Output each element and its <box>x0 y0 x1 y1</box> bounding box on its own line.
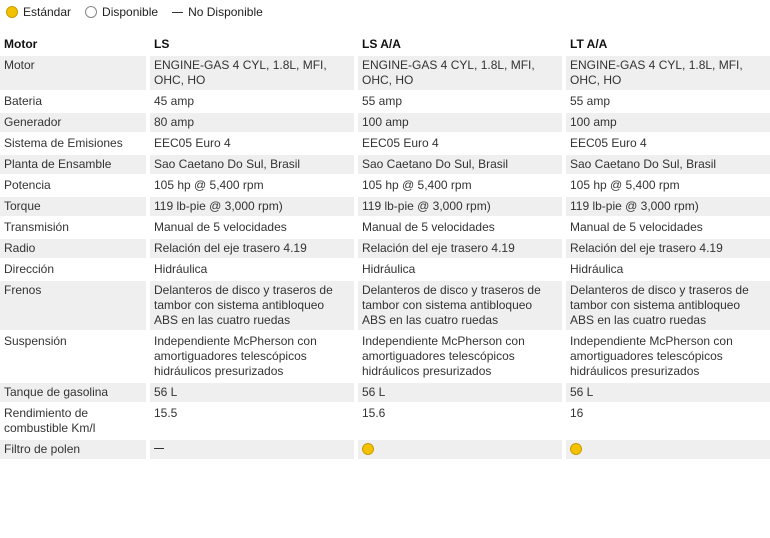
table-row <box>0 90 770 111</box>
header-motor: Motor <box>0 34 146 54</box>
not-available-dash-icon <box>172 12 183 13</box>
available-circle-icon <box>85 6 97 18</box>
header-lt-aa: LT A/A <box>562 34 770 54</box>
cell-value: 56 L <box>146 381 354 402</box>
standard-dot-icon <box>570 443 582 455</box>
table-row <box>0 330 770 381</box>
row-label: Potencia <box>0 174 146 195</box>
cell-value: 119 lb-pie @ 3,000 rpm) <box>562 195 770 216</box>
availability-legend <box>6 4 277 20</box>
table-row <box>0 111 770 132</box>
row-label: Bateria <box>0 90 146 111</box>
legend-not-available <box>172 5 263 19</box>
row-label: Planta de Ensamble <box>0 153 146 174</box>
cell-availability <box>146 438 354 459</box>
cell-value: EEC05 Euro 4 <box>146 132 354 153</box>
cell-value: Independiente McPherson con amortiguadores telescópicos hidráulicos presurizados <box>146 330 354 381</box>
legend-standard-label: Estándar <box>23 5 72 19</box>
cell-value: Hidráulica <box>146 258 354 279</box>
cell-value: 55 amp <box>562 90 770 111</box>
row-label: Radio <box>0 237 146 258</box>
table-row <box>0 279 770 330</box>
cell-value: 15.6 <box>354 402 562 438</box>
table-row <box>0 174 770 195</box>
cell-value: EEC05 Euro 4 <box>562 132 770 153</box>
cell-value: 45 amp <box>146 90 354 111</box>
row-label: Suspensión <box>0 330 146 381</box>
legend-standard <box>6 5 71 19</box>
cell-value: Manual de 5 velocidades <box>562 216 770 237</box>
cell-value: Delanteros de disco y traseros de tambor con sistema antibloqueo ABS en las cuatro ruedas <box>354 279 562 330</box>
cell-value: 105 hp @ 5,400 rpm <box>354 174 562 195</box>
row-label: Filtro de polen <box>0 438 146 459</box>
cell-value: Independiente McPherson con amortiguadores telescópicos hidráulicos presurizados <box>562 330 770 381</box>
table-row <box>0 54 770 90</box>
cell-value: Hidráulica <box>354 258 562 279</box>
cell-value: Sao Caetano Do Sul, Brasil <box>146 153 354 174</box>
cell-value: 55 amp <box>354 90 562 111</box>
standard-dot-icon <box>362 443 374 455</box>
cell-value: 56 L <box>562 381 770 402</box>
cell-value: Independiente McPherson con amortiguadores telescópicos hidráulicos presurizados <box>354 330 562 381</box>
cell-value: Delanteros de disco y traseros de tambor con sistema antibloqueo ABS en las cuatro ruedas <box>562 279 770 330</box>
row-label: Frenos <box>0 279 146 330</box>
legend-available-label: Disponible <box>102 5 159 19</box>
cell-value: ENGINE-GAS 4 CYL, 1.8L, MFI, OHC, HO <box>354 54 562 90</box>
cell-value: 15.5 <box>146 402 354 438</box>
table-row <box>0 438 770 459</box>
cell-availability <box>354 438 562 459</box>
table-row <box>0 237 770 258</box>
not-available-dash-icon <box>154 448 164 449</box>
row-label: Dirección <box>0 258 146 279</box>
table-row <box>0 381 770 402</box>
cell-value: Manual de 5 velocidades <box>146 216 354 237</box>
cell-value: EEC05 Euro 4 <box>354 132 562 153</box>
cell-value: Hidráulica <box>562 258 770 279</box>
cell-value: 56 L <box>354 381 562 402</box>
cell-value: Relación del eje trasero 4.19 <box>562 237 770 258</box>
cell-value: 105 hp @ 5,400 rpm <box>562 174 770 195</box>
specifications-table <box>0 34 770 459</box>
cell-availability <box>562 438 770 459</box>
legend-available <box>85 5 158 19</box>
row-label: Motor <box>0 54 146 90</box>
standard-dot-icon <box>6 6 18 18</box>
cell-value: 119 lb-pie @ 3,000 rpm) <box>354 195 562 216</box>
table-row <box>0 216 770 237</box>
cell-value: Sao Caetano Do Sul, Brasil <box>354 153 562 174</box>
table-row <box>0 195 770 216</box>
cell-value: ENGINE-GAS 4 CYL, 1.8L, MFI, OHC, HO <box>146 54 354 90</box>
table-header-row <box>0 34 770 54</box>
table-row <box>0 153 770 174</box>
header-ls: LS <box>146 34 354 54</box>
cell-value: 119 lb-pie @ 3,000 rpm) <box>146 195 354 216</box>
cell-value: Delanteros de disco y traseros de tambor con sistema antibloqueo ABS en las cuatro ruedas <box>146 279 354 330</box>
cell-value: 80 amp <box>146 111 354 132</box>
cell-value: 100 amp <box>562 111 770 132</box>
row-label: Transmisión <box>0 216 146 237</box>
cell-value: Relación del eje trasero 4.19 <box>354 237 562 258</box>
cell-value: 105 hp @ 5,400 rpm <box>146 174 354 195</box>
cell-value: Manual de 5 velocidades <box>354 216 562 237</box>
row-label: Sistema de Emisiones <box>0 132 146 153</box>
table-row <box>0 258 770 279</box>
row-label: Torque <box>0 195 146 216</box>
row-label: Rendimiento de combustible Km/l <box>0 402 146 438</box>
header-ls-aa: LS A/A <box>354 34 562 54</box>
table-row <box>0 132 770 153</box>
cell-value: Relación del eje trasero 4.19 <box>146 237 354 258</box>
cell-value: 16 <box>562 402 770 438</box>
cell-value: ENGINE-GAS 4 CYL, 1.8L, MFI, OHC, HO <box>562 54 770 90</box>
row-label: Tanque de gasolina <box>0 381 146 402</box>
legend-not-available-label: No Disponible <box>188 5 263 19</box>
cell-value: Sao Caetano Do Sul, Brasil <box>562 153 770 174</box>
cell-value: 100 amp <box>354 111 562 132</box>
row-label: Generador <box>0 111 146 132</box>
table-row <box>0 402 770 438</box>
